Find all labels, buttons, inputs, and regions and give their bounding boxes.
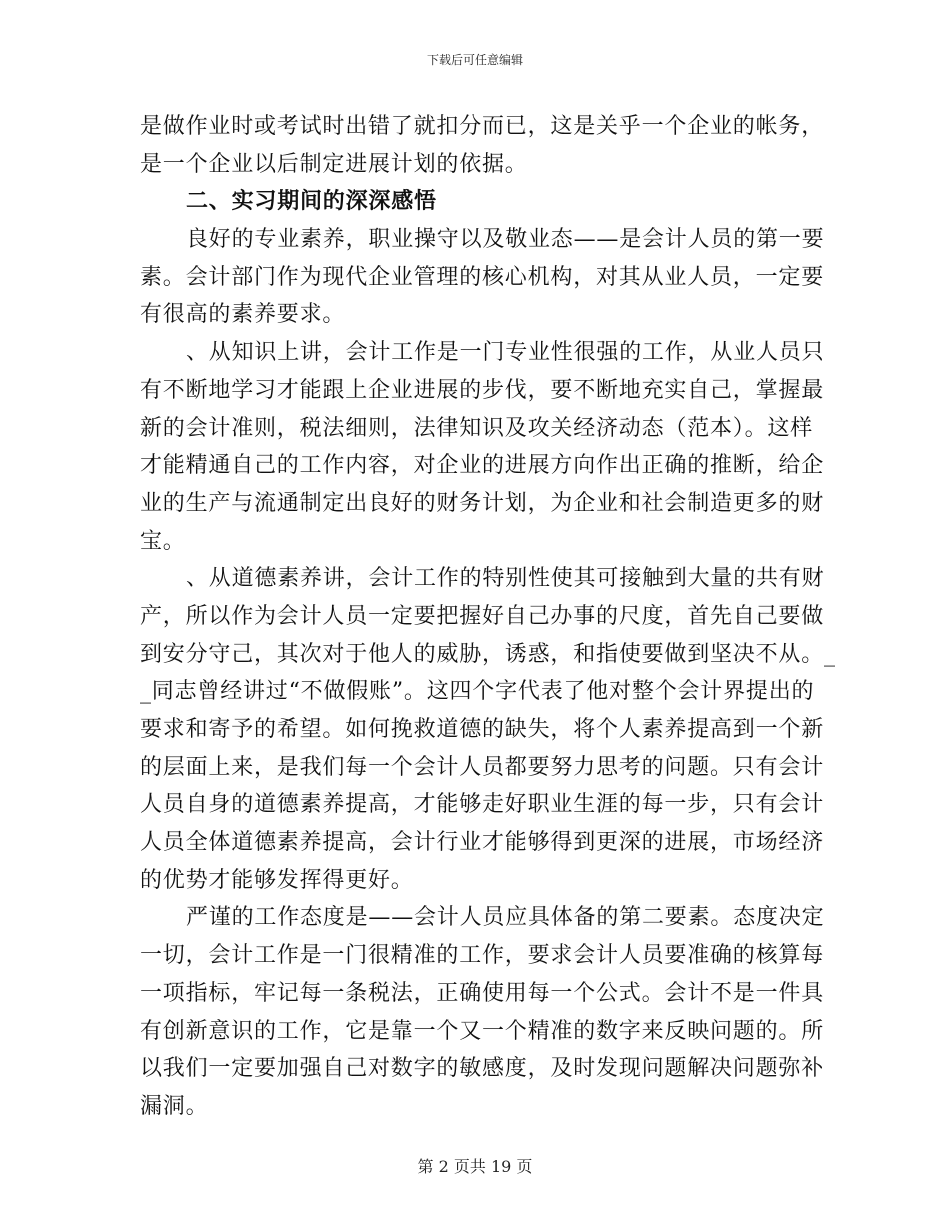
body-line: 严谨的工作态度是——会计人员应具体备的第二要素。态度决定 (186, 905, 825, 931)
page-header: 下载后可任意编辑 (426, 53, 523, 67)
body-line: 漏洞。 (140, 1093, 209, 1119)
body-line: 是做作业时或考试时出错了就扣分而已，这是关乎一个企业的帐务， (140, 114, 825, 139)
body-line: 素。会计部门作为现代企业管理的核心机构，对其从业人员，一定要 (140, 264, 825, 290)
body-line: 产，所以作为会计人员一定要把握好自己办事的尺度，首先自己要做 (140, 603, 825, 629)
body-line: 人员自身的道德素养提高，才能够走好职业生涯的每一步，只有会计 (140, 792, 825, 818)
body-line: 、从知识上讲，会计工作是一门专业性很强的工作，从业人员只 (186, 340, 825, 366)
body-line: _同志曾经讲过“不做假账”。这四个字代表了他对整个会计界提出的 (140, 679, 815, 705)
body-line: 宝。 (140, 528, 186, 554)
body-line: 业的生产与流通制定出良好的财务计划，为企业和社会制造更多的财 (140, 490, 825, 516)
body-line: 一切，会计工作是一门很精准的工作，要求会计人员要准确的核算每 (140, 943, 825, 969)
document-body (140, 108, 836, 1126)
page-number: 第 2 页共 19 页 (417, 1157, 533, 1176)
body-line: 良好的专业素养，职业操守以及敬业态——是会计人员的第一要 (186, 227, 825, 253)
body-line: 新的会计准则，税法细则，法律知识及攻关经济动态（范本）。这样 (140, 415, 814, 441)
body-line: 以我们一定要加强自己对数字的敏感度，及时发现问题解决问题弥补 (140, 1056, 825, 1082)
body-line: 有创新意识的工作，它是靠一个又一个精准的数字来反映问题的。所 (140, 1018, 825, 1044)
body-line: 到安分守己，其次对于他人的威胁，诱惑，和指使要做到坚决不从。_ (140, 641, 836, 667)
body-line: 有不断地学习才能跟上企业进展的步伐，要不断地充实自己，掌握最 (140, 377, 825, 403)
body-line: 有很高的素养要求。 (140, 302, 346, 328)
body-line: 一项指标，牢记每一条税法，正确使用每一个公式。会计不是一件具 (140, 980, 825, 1006)
body-line: 、从道德素养讲，会计工作的特别性使其可接触到大量的共有财 (186, 566, 825, 592)
body-line: 是一个企业以后制定进展计划的依据。 (140, 151, 528, 177)
body-line: 的层面上来，是我们每一个会计人员都要努力思考的问题。只有会计 (140, 754, 825, 780)
section-heading: 二、实习期间的深深感悟 (186, 188, 437, 215)
body-line: 才能精通自己的工作内容，对企业的进展方向作出正确的推断，给企 (140, 453, 825, 479)
body-line: 人员全体道德素养提高，会计行业才能够得到更深的进展，市场经济 (140, 830, 825, 856)
body-line: 的优势才能够发挥得更好。 (140, 867, 414, 893)
body-line: 要求和寄予的希望。如何挽救道德的缺失，将个人素养提高到一个新 (140, 717, 825, 742)
